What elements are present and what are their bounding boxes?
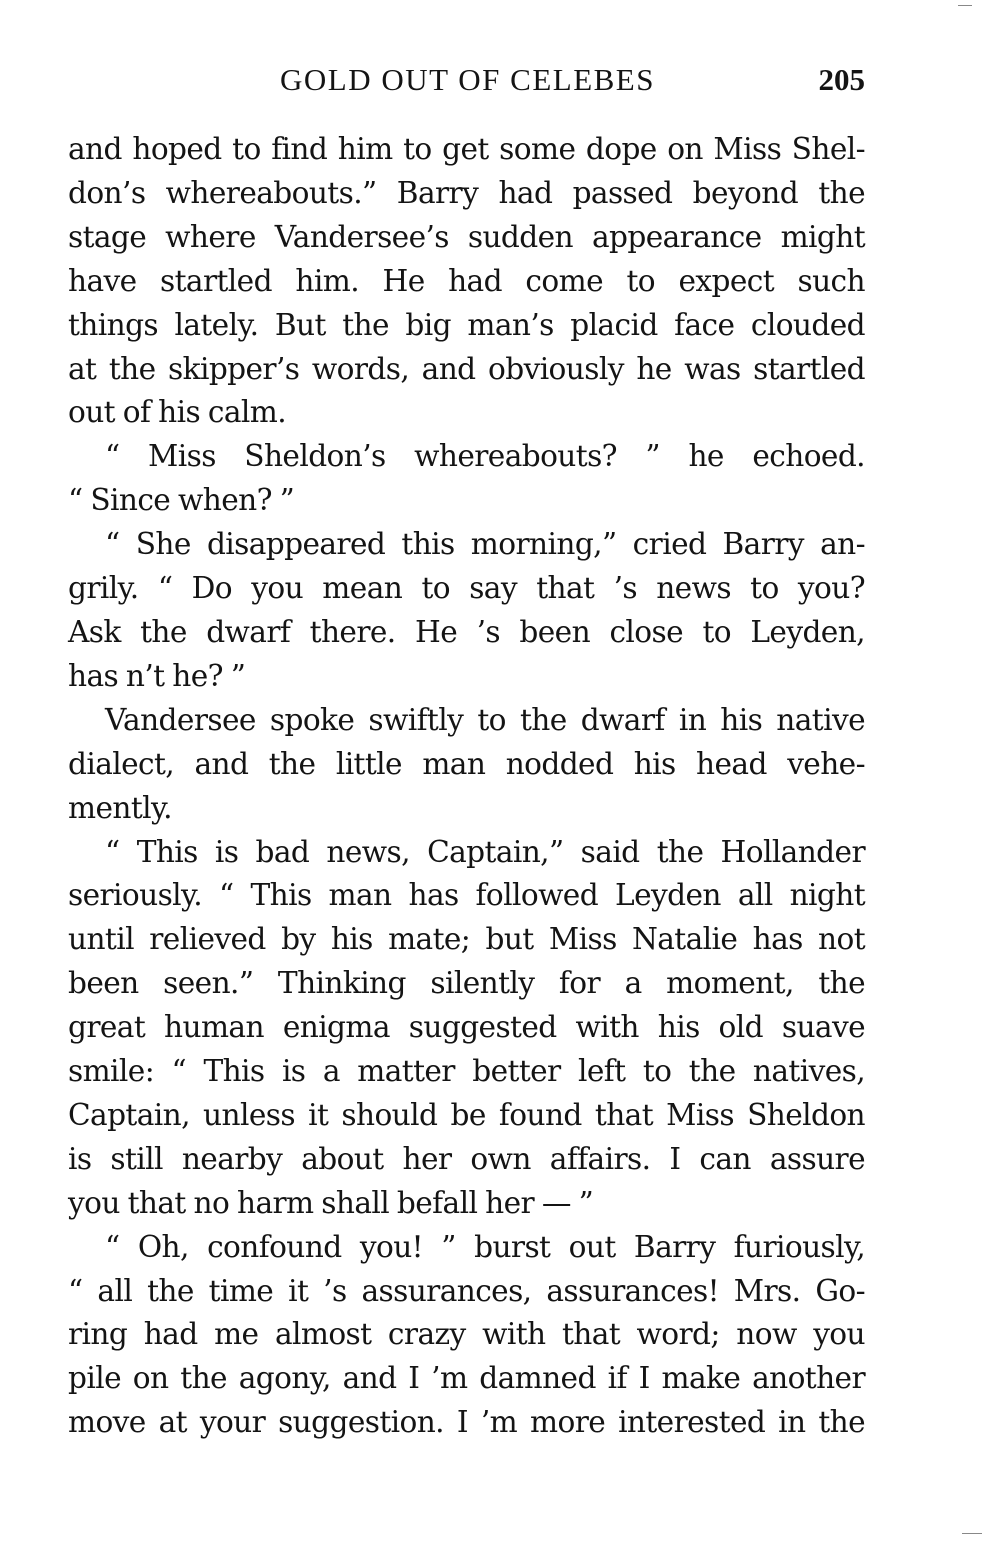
text-line: “ Since when? ” [68,483,295,518]
text-line: “ She disappeared this morning,” cried Barry an- [105,527,865,562]
text-line: Ask the dwarf there. He ’s been close to Leyden, [68,614,865,649]
text-line: is still nearby about her own affairs. I can assure [68,1141,865,1176]
text-line: move at your suggestion. I ’m more interested in the [68,1405,865,1440]
text-line: you that no harm shall befall her — ” [68,1185,594,1220]
text-line: “ Miss Sheldon’s whereabouts? ” he echoed. [105,439,865,474]
running-head [70,62,865,112]
text-line: “ Oh, confound you! ” burst out Barry furiously, [105,1229,865,1264]
text-line: until relieved by his mate; but Miss Natalie has not [68,922,865,957]
text-line: smile: “ This is a matter better left to the natives, [68,1054,865,1089]
text-line: ring had me almost crazy with that word; now you [68,1317,865,1352]
text-line: Vandersee spoke swiftly to the dwarf in his native [105,702,865,737]
text-line: don’s whereabouts.” Barry had passed beyond the [68,175,865,210]
text-line: grily. “ Do you mean to say that ’s news to you? [68,571,865,606]
text-line: at the skipper’s words, and obviously he was startled [68,351,865,386]
text-line: stage where Vandersee’s sudden appearance might [68,219,865,254]
page-number: 205 [818,62,865,97]
text-line: pile on the agony, and I ’m damned if I make another [68,1361,865,1396]
scan-edge-mark [958,5,972,6]
text-line: great human enigma suggested with his old suave [68,1010,865,1045]
text-line: “ all the time it ’s assurances, assurances! Mrs. Go- [68,1273,865,1308]
text-line: Captain, unless it should be found that Miss Sheldon [68,1097,865,1132]
body-text [68,128,865,1445]
text-line: been seen.” Thinking silently for a moment, the [68,966,865,1001]
text-line: seriously. “ This man has followed Leyden all night [68,878,865,913]
running-title: GOLD OUT OF CELEBES [280,62,655,97]
text-line: “ This is bad news, Captain,” said the Hollander [105,834,865,869]
text-line: out of his calm. [68,395,287,430]
text-line: things lately. But the big man’s placid face clouded [68,307,865,342]
text-line: dialect, and the little man nodded his head vehe- [68,746,865,781]
text-line: and hoped to find him to get some dope on Miss Shel- [68,132,865,166]
text-line: mently. [68,790,172,825]
scan-edge-mark [962,1533,982,1534]
text-line: has n’t he? ” [68,658,246,693]
text-line: have startled him. He had come to expect such [68,263,865,298]
